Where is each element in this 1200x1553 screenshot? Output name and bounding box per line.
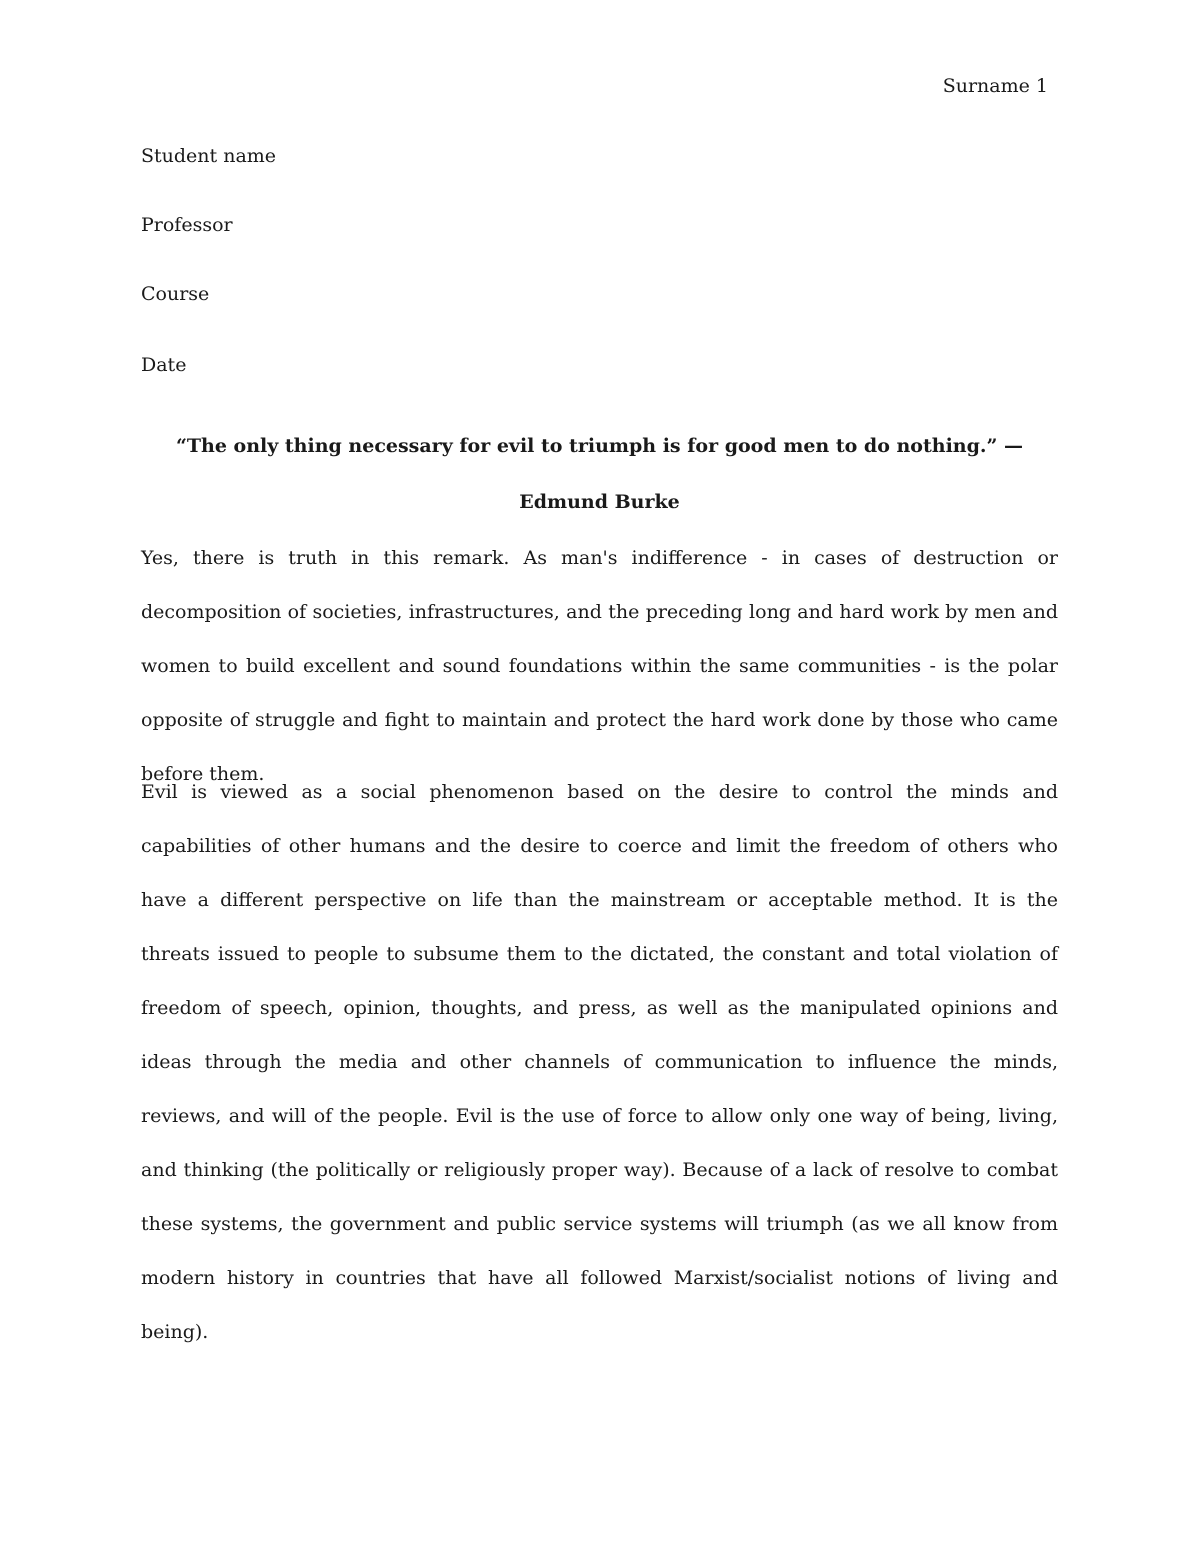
date-line: Date — [141, 354, 187, 376]
paragraph-2: Evil is viewed as a social phenomenon based on the desire to control the minds and capabilities of other humans and the desire to coerce and limit the freedom of others who have a different perspective on life than the mainstream or acceptable method. It is the threats issued to people to subsume them to the dictated, the constant and total violation of freedom of speech, opinion, thoughts, and press, as well as the manipulated opinions and ideas through the media and other channels of communication to influence the minds, reviews, and will of the people. Evil is the use of force to allow only one way of being, living, and thinking (the politically or religiously proper way). Because of a lack of resolve to combat these systems, the government and public service systems will triumph (as we all know from modern history in countries that have all followed Marxist/socialist notions of living and being). — [141, 781, 1058, 1343]
running-head: Surname 1 — [942, 75, 1048, 97]
course-line: Course — [141, 283, 210, 305]
paragraph-1: Yes, there is truth in this remark. As man's indifference - in cases of destruction or decomposition of societies, infrastructures, and the preceding long and hard work by men and women to build excellent and sound foundations within the same communities - is the polar opposite of struggle and fight to maintain and protect the hard work done by those who came before them. — [141, 547, 1058, 785]
essay-title: “The only thing necessary for evil to triumph is for good men to do nothing.” —Edmund Burke — [175, 435, 1024, 513]
professor-line: Professor — [141, 214, 233, 236]
student-name-line: Student name — [141, 145, 277, 167]
